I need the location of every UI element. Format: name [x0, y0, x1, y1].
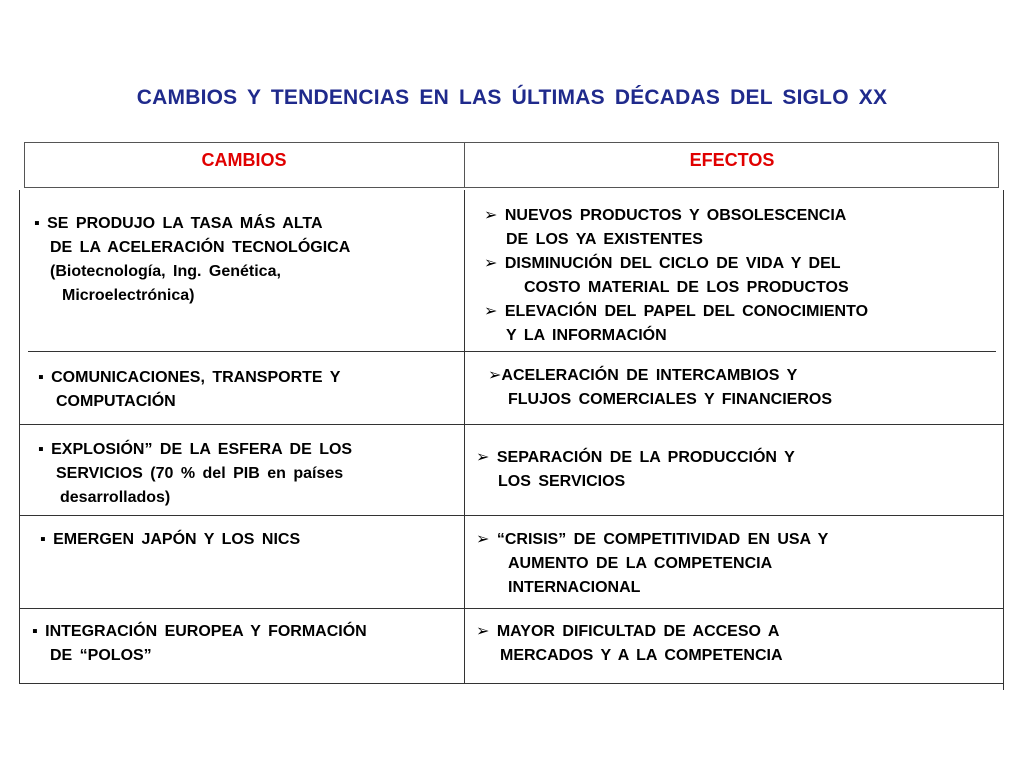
- row-divider: [19, 683, 1004, 684]
- efecto-cell: [488, 364, 832, 412]
- efecto-cell: [476, 528, 828, 600]
- efecto-line: COSTO MATERIAL DE LOS PRODUCTOS: [524, 279, 849, 296]
- right-border: [1003, 190, 1004, 690]
- middle-divider: [464, 190, 465, 683]
- header-efectos: EFECTOS: [689, 150, 775, 170]
- efecto-line: INTERNACIONAL: [508, 579, 641, 596]
- slide-title: CAMBIOS Y TENDENCIAS EN LAS ÚLTIMAS DÉCADAS DEL SIGLO XX: [136, 86, 888, 109]
- cambio-line: Microelectrónica): [62, 287, 195, 304]
- cambio-line: DE LA ACELERACIÓN TECNOLÓGICA: [50, 239, 351, 256]
- efecto-line: ➢ MAYOR DIFICULTAD DE ACCESO A: [476, 623, 780, 640]
- header-cambios: CAMBIOS: [201, 150, 287, 170]
- efecto-cell: [484, 204, 868, 348]
- efecto-line: FLUJOS COMERCIALES Y FINANCIEROS: [508, 391, 832, 408]
- cambio-cell: [32, 620, 367, 668]
- row-divider: [19, 608, 1004, 609]
- cambio-line: SERVICIOS (70 % del PIB en países: [56, 465, 344, 482]
- cambio-line: ▪ EMERGEN JAPÓN Y LOS NICS: [40, 531, 301, 548]
- efecto-line: LOS SERVICIOS: [498, 473, 626, 490]
- cambio-line: ▪ COMUNICACIONES, TRANSPORTE Y: [38, 369, 341, 386]
- row-divider: [19, 515, 1004, 516]
- cambio-line: DE “POLOS”: [50, 647, 152, 664]
- cambio-line: ▪ INTEGRACIÓN EUROPEA Y FORMACIÓN: [32, 623, 367, 640]
- cambio-line: ▪ SE PRODUJO LA TASA MÁS ALTA: [34, 215, 323, 232]
- cambio-cell: [38, 438, 352, 510]
- efecto-cell: [476, 446, 795, 494]
- efecto-cell: [476, 620, 783, 668]
- row-divider: [28, 351, 996, 352]
- cambio-line: desarrollados): [60, 489, 171, 506]
- efecto-line: ➢ DISMINUCIÓN DEL CICLO DE VIDA Y DEL: [484, 255, 841, 272]
- efecto-line: ➢ SEPARACIÓN DE LA PRODUCCIÓN Y: [476, 449, 795, 466]
- cambio-cell: [38, 366, 340, 414]
- cambio-line: ▪ EXPLOSIÓN” DE LA ESFERA DE LOS: [38, 441, 353, 458]
- cambio-line: COMPUTACIÓN: [56, 393, 176, 410]
- efecto-line: ➢ “CRISIS” DE COMPETITIVIDAD EN USA Y: [476, 531, 829, 548]
- row-divider: [19, 424, 1004, 425]
- efecto-line: ➢ NUEVOS PRODUCTOS Y OBSOLESCENCIA: [484, 207, 847, 224]
- left-border: [19, 190, 20, 683]
- efecto-line: MERCADOS Y A LA COMPETENCIA: [500, 647, 783, 664]
- cambio-cell: [40, 528, 300, 552]
- efecto-line: Y LA INFORMACIÓN: [506, 327, 667, 344]
- efecto-line: DE LOS YA EXISTENTES: [506, 231, 703, 248]
- cambio-cell: [34, 212, 350, 308]
- efecto-line: ➢ACELERACIÓN DE INTERCAMBIOS Y: [488, 367, 798, 384]
- efecto-line: ➢ ELEVACIÓN DEL PAPEL DEL CONOCIMIENTO: [484, 303, 869, 320]
- efecto-line: AUMENTO DE LA COMPETENCIA: [508, 555, 773, 572]
- cambio-line: (Biotecnología, Ing. Genética,: [50, 263, 281, 280]
